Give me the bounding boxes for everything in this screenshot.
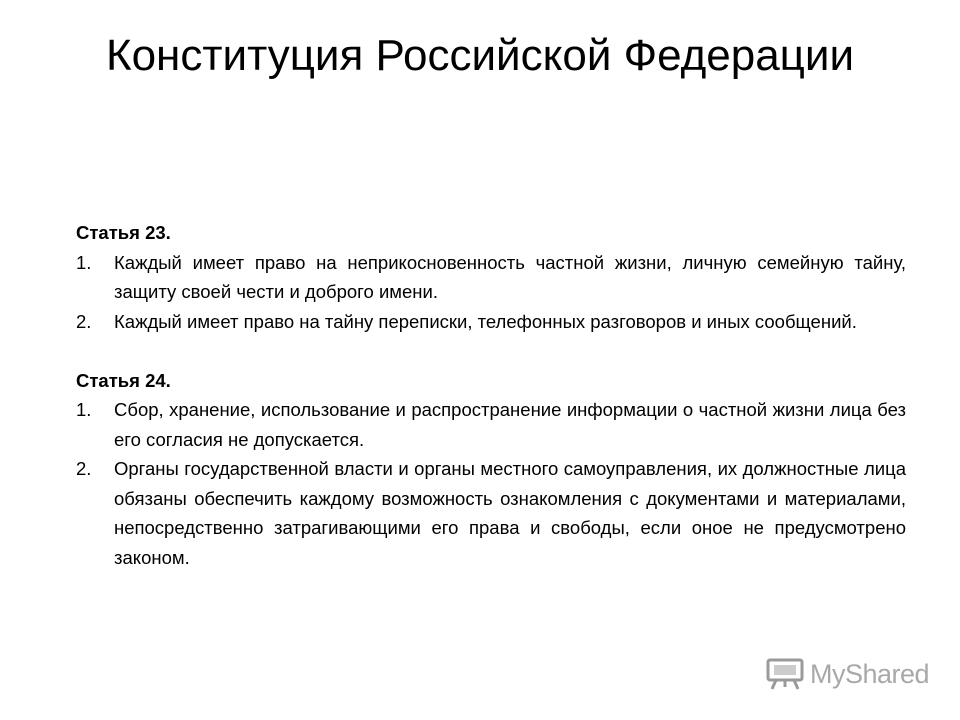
watermark-text: MyShared xyxy=(810,658,930,689)
clause-number: 1. xyxy=(76,399,92,420)
clause-item xyxy=(76,395,906,454)
slide-body xyxy=(76,218,906,602)
article-clauses xyxy=(76,395,906,572)
article-heading: Статья 24. xyxy=(76,369,171,391)
article-clauses xyxy=(76,248,906,337)
article-heading: Статья 23. xyxy=(76,222,171,243)
watermark-logo xyxy=(766,656,929,692)
clause-number: 2. xyxy=(76,458,92,479)
article-23 xyxy=(76,218,906,336)
article-24 xyxy=(76,366,906,573)
clause-text: Каждый имеет право на тайну переписки, телефонных разговоров и иных сообщений. xyxy=(114,310,857,332)
presentation-board-icon xyxy=(766,657,804,691)
clause-text: Органы государственной власти и органы местного самоуправления, их должностные лица обязаны обеспечить каждому возможность ознакомления с документами и материалами, непосредственно затрагивающими его права и свободы, если оное не предусмотрено законом. xyxy=(114,458,906,568)
clause-number: 1. xyxy=(76,251,92,273)
clause-item xyxy=(76,307,906,337)
clause-item xyxy=(76,248,906,307)
clause-number: 2. xyxy=(76,310,92,332)
slide-title: Конституция Российской Федерации xyxy=(105,31,855,80)
clause-text: Сбор, хранение, использование и распространение информации о частной жизни лица без его согласия не допускается. xyxy=(114,399,906,450)
clause-item xyxy=(76,454,906,572)
clause-text: Каждый имеет право на неприкосновенность частной жизни, личную семейную тайну, защиту своей чести и доброго имени. xyxy=(114,251,906,302)
